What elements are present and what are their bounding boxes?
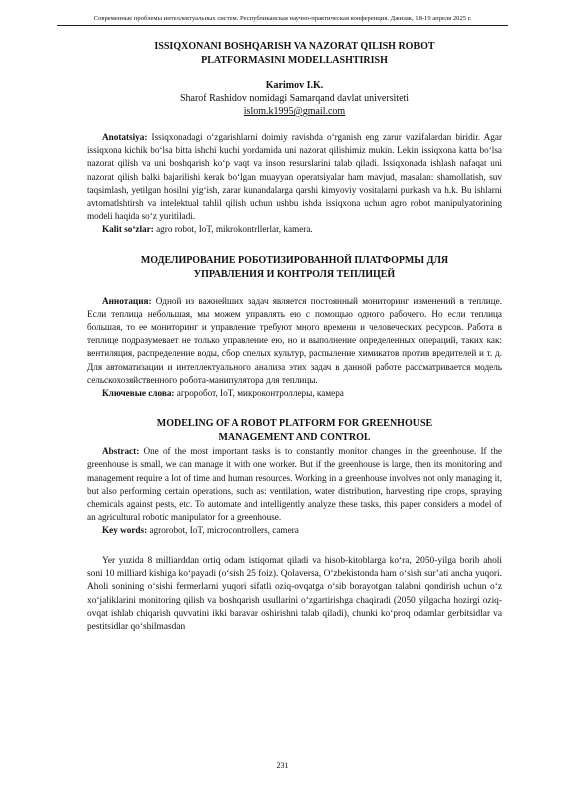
ru-title-line-2: УПРАВЛЕНИЯ И КОНТРОЛЯ ТЕПЛИЦЕЙ — [193, 268, 396, 280]
body-paragraph: Yer yuzida 8 milliarddan ortiq odam istiqomat qiladi va hisob-kitoblarga ko‘ra, 2050-yilga borib aholi soni 10 milliard kishiga ko‘payadi (o‘sish 25 foiz). Qolaversa, O‘zbekistonda ham o‘sish sur’ati ancha yuqori. Aholi sonining o‘sishi fermerlarni yuqori sifatli oziq-ovqatga o‘sib borayotgan talabni qondirish uchun o‘z xo‘jaliklarini monitoring qilish va boshqarish usullarini o‘zgartirishga chaqiradi (2050 yilgacha hozirgi oziq-ovqat ishlab chiqarish quvvatini ikki baravar oshirishni talab qiladi), chunki ko‘proq odamlar gerbitsidlar va pestitsidlar qo‘shilmasdan — [87, 555, 502, 633]
running-header: Современные проблемы интеллектуальных систем. Республиканская научно-практическая конференция. Джизак, 18-19 апреля 2025 г. — [57, 15, 508, 26]
uz-abstract-label: Anotatsiya: — [102, 132, 148, 142]
en-abstract-label: Abstract: — [102, 446, 140, 457]
uz-keywords-text: agro robot, IoT, mikrokontrllerlar, kamera. — [156, 224, 313, 235]
uzbek-section — [87, 40, 502, 237]
english-section — [87, 417, 502, 537]
ru-title-line-1: МОДЕЛИРОВАНИЕ РОБОТИЗИРОВАННОЙ ПЛАТФОРМЫ ДЛЯ — [140, 254, 449, 266]
ru-keywords — [87, 387, 502, 400]
en-keywords-text: agrorobot, IoT, microcontrollers, camera — [149, 525, 299, 536]
en-abstract-text: One of the most important tasks is to constantly monitor changes in the greenhouse. If the greenhouse is small, we can manage it with one worker. But if the greenhouse is large, then its monitoring and management require a lot of time and human resources. Working in a greenhouse involves not only managing it, but also performing certain operations, such as: ventilation, water distribution, harvesting ripe crops, spraying chemicals against pests, etc. To automate and intelligently analyze these tasks, this paper considers a model of an agricultural robotic manipulator for a greenhouse. — [87, 446, 503, 523]
en-abstract — [87, 445, 502, 524]
ru-abstract — [87, 295, 502, 387]
ru-abstract-label: Аннотация: — [102, 295, 152, 306]
en-keywords-label: Key words: — [102, 525, 148, 536]
ru-keywords-text: агроробот, IoT, микроконтроллеры, камера — [176, 388, 344, 399]
uz-title-line-2: PLATFORMASINI MODELLASHTIRISH — [201, 55, 388, 66]
author-affiliation: Sharof Rashidov nomidagi Samarqand davlat universiteti — [179, 93, 410, 104]
uz-abstract — [87, 131, 502, 223]
author-name: Karimov I.K. — [265, 80, 324, 91]
ru-keywords-label: Ключевые слова: — [102, 388, 175, 399]
russian-section — [87, 254, 502, 401]
uz-keywords-label: Kalit so‘zlar: — [102, 224, 154, 235]
en-title-line-2: MANAGEMENT AND CONTROL — [218, 432, 371, 444]
uz-abstract-text: Issiqxonadagi o‘zgarishlarni doimiy ravishda o‘rganish eng zarur vazifalardan biridir. Agar issiqxona kichik bo‘lsa bitta ishchi kuchi yordamida uni nazorat qilishimiz mukin. Lekin issiqxona katta bo‘lsa nazorat qilish va uni boshqarish ko‘p vaqt va inson resurslarini talab qiladi. Issiqxonada ishlash nafaqat uni nazorat qilish balki bajarilishi kerak bo‘lgan muayyan operatsiyalar ham mavjud, masalan: shamollatish, suv taqsimlash, yetilgan hosilni yig‘ish, zarar kunandalarga qarshi kimyoviy vositalarni purkash va h.k. Bu ishlarni avtomatlshtirsh va intelektual tahlil qilish uchun ushbu ishda issiqxona uchun agro robot manipulyatorining modeli haqida so‘z yuritiladi. — [87, 132, 503, 222]
ru-abstract-text: Одной из важнейших задач является постоянный мониторинг изменений в теплице. Если теплица небольшая, мы можем управлять ею с помощью одного рабочего. Но если теплица большая, то ее мониторинг и управление требуют много времени и человеческих ресурсов. Работа в теплице подразумевает не только управление ею, но и выполнение определенных операций, таких как: вентиляция, распределение воды, сбор спелых культур, распыление химикатов против вредителей и т. д. Для автоматизации и интеллектуального анализа этих задач в данной работе рассматривается модель сельскохозяйственного робота-манипулятора для теплицы. — [87, 295, 503, 385]
en-keywords — [87, 524, 502, 537]
article-content — [87, 40, 502, 634]
author-email-link[interactable]: islom.k1995@gmail.com — [243, 106, 346, 117]
uz-title-line-1: ISSIQXONANI BOSHQARISH VA NAZORAT QILISH ROBOT — [154, 41, 435, 52]
uz-keywords — [87, 223, 502, 236]
en-title-line-1: MODELING OF A ROBOT PLATFORM FOR GREENHOUSE — [156, 418, 433, 430]
page-number: 231 — [276, 761, 289, 770]
